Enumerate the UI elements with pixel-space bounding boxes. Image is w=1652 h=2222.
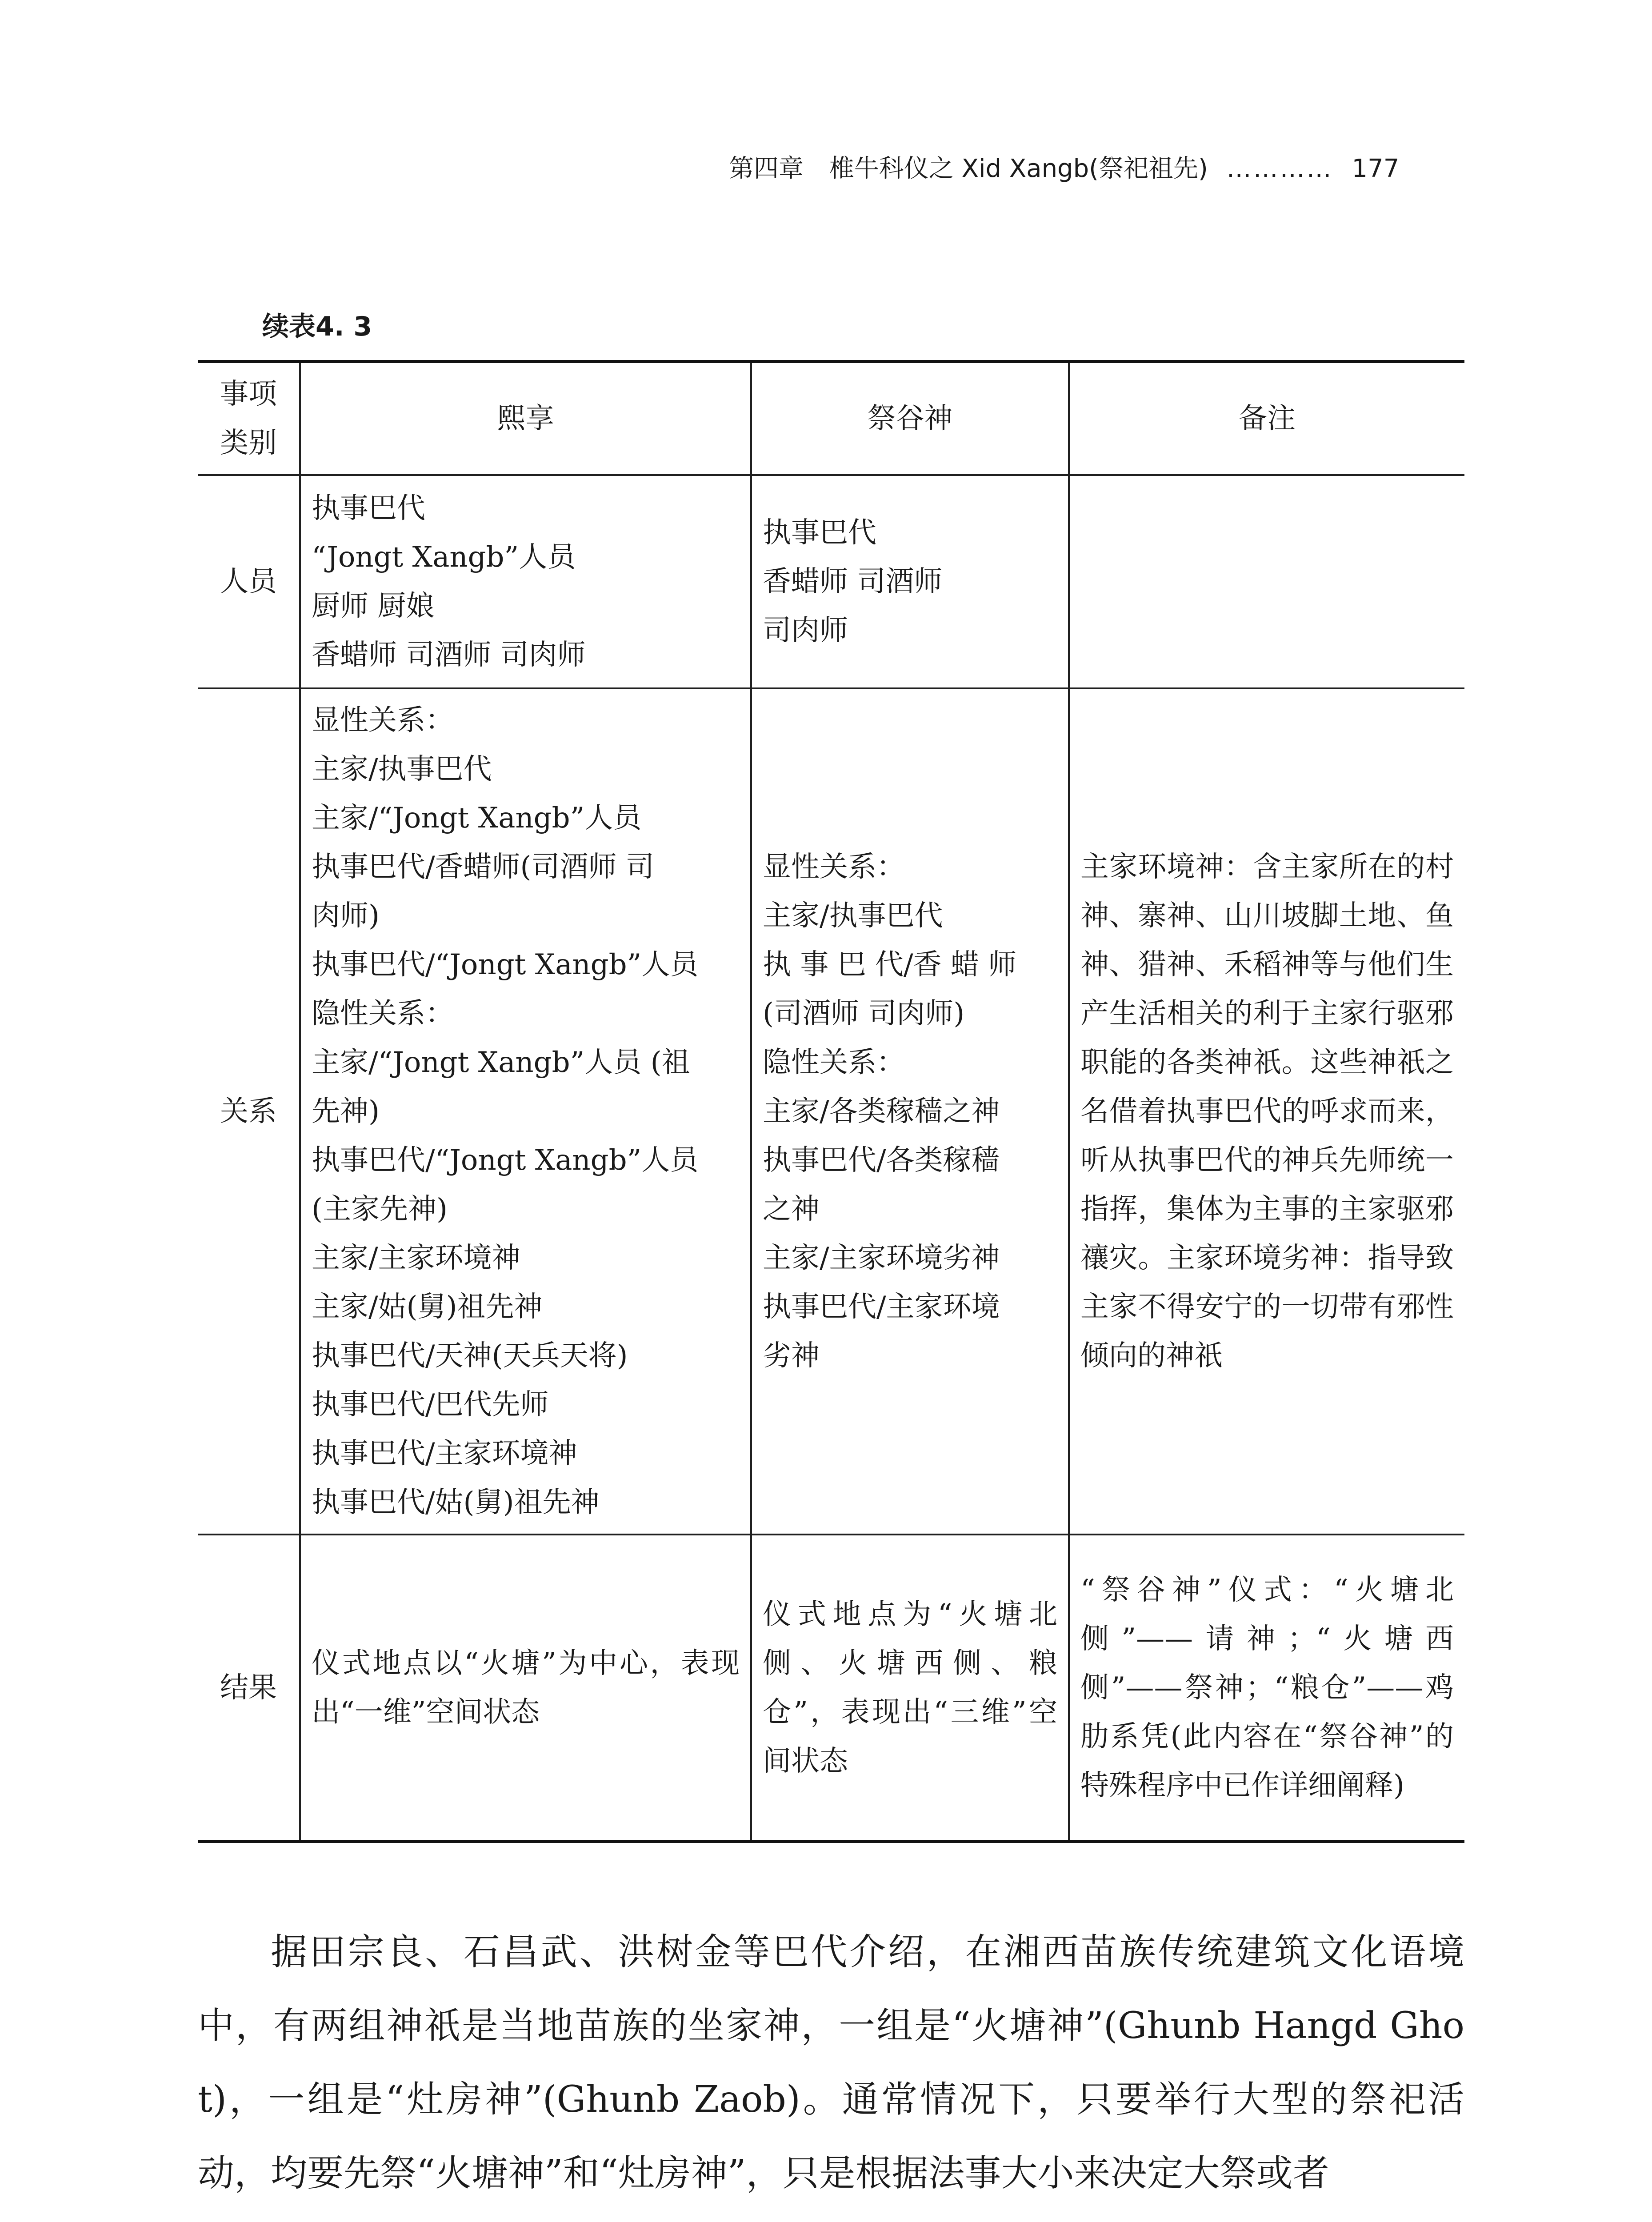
cell-line: 隐性关系： [312,997,454,1030]
cell-line: 香蜡师 司酒师 [763,565,943,598]
results-xixiang-cell: 仪式地点以“火塘”为中心，表现出“一维”空间状态 [300,1535,751,1842]
cell-line: 主家/主家环境劣神 [763,1242,1000,1275]
cell-line: 主家/“Jongt Xangb”人员 (祖 [312,1046,690,1079]
header-xixiang: 熙享 [300,362,751,476]
cell-line: 隐性关系： [763,1046,905,1079]
cell-line: 主家/执事巴代 [763,899,943,932]
cell-line: 执事巴代/“Jongt Xangb”人员 [312,1144,699,1177]
cell-line: (主家先神) [312,1193,448,1226]
cell-line: 执事巴代/巴代先师 [312,1388,549,1421]
row-label-relations: 关系 [198,688,300,1535]
cell-line: 主家/主家环境神 [312,1242,520,1275]
staff-remarks-cell [1069,475,1464,688]
header-category-line: 事项 [220,378,277,411]
header-remarks: 备注 [1069,362,1464,476]
cell-line: 先神) [312,1095,380,1128]
staff-grain-god-cell [751,475,1069,688]
cell-line: 显性关系： [763,851,905,883]
cell-line: 执事巴代/主家环境 [763,1291,1000,1323]
page-number: 177 [1352,154,1400,183]
cell-line: 司肉师 [763,614,848,647]
chapter-label: 第四章 [729,154,804,183]
cell-line: 执事巴代 [763,516,876,549]
results-grain-god-cell: 仪式地点为“火塘北侧、火塘西侧、粮仓”，表现出“三维”空间状态 [751,1535,1069,1842]
header-category [198,362,300,476]
cell-line: 主家/“Jongt Xangb”人员 [312,802,642,835]
cell-line: 主家/各类稼穑之神 [763,1095,1000,1128]
relations-grain-god-cell [751,688,1069,1535]
body-paragraph: 据田宗良、石昌武、洪树金等巴代介绍，在湘西苗族传统建筑文化语境中，有两组神祇是当地苗族的坐家神，一组是“火塘神”(Ghunb Hangd Ghot)，一组是“灶房神”(Ghunb Zaob)。通常情况下，只要举行大型的祭祀活动，均要先祭“火塘神”和“灶房神”，只是根据法事大小来决定大祭或者 [198,1931,1464,2194]
cell-line: 执 事 巴 代/香 蜡 师 [763,948,1017,981]
cell-line: 显性关系： [312,704,454,737]
cell-line: 执事巴代/香蜡师(司酒师 司 [312,851,654,883]
cell-line: 肉师) [312,899,380,932]
cell-line: 执事巴代/各类稼穑 [763,1144,1000,1177]
cell-line: (司酒师 司肉师) [763,997,965,1030]
cell-line: “Jongt Xangb”人员 [312,541,576,574]
cell-line: 劣神 [763,1339,820,1372]
table-header-row [198,362,1464,476]
cell-line: 执事巴代/姑(舅)祖先神 [312,1486,600,1519]
cell-line: 主家/姑(舅)祖先神 [312,1291,543,1323]
header-category-line: 类别 [220,427,277,460]
relations-xixiang-cell [300,688,751,1535]
chapter-title: 椎牛科仪之 Xid Xangb(祭祀祖先) [829,154,1208,183]
header-grain-god: 祭谷神 [751,362,1069,476]
row-label-staff: 人员 [198,475,300,688]
ritual-comparison-table [198,360,1464,1843]
cell-line: 香蜡师 司酒师 司肉师 [312,639,586,671]
leader-dots: ………… [1226,154,1333,183]
running-head [729,149,1476,189]
table-row-results [198,1535,1464,1842]
table-caption: 续表4. 3 [262,311,372,342]
cell-line: 执事巴代/“Jongt Xangb”人员 [312,948,699,981]
cell-line: 执事巴代 [312,492,425,525]
table-row-relations [198,688,1464,1535]
cell-line: 执事巴代/天神(天兵天将) [312,1339,628,1372]
cell-line: 厨师 厨娘 [312,590,435,623]
relations-remarks-cell: 主家环境神：含主家所在的村神、寨神、山川坡脚土地、鱼神、猎神、禾稻神等与他们生产生活相关的利于主家行驱邪职能的各类神祇。这些神祇之名借着执事巴代的呼求而来，听从执事巴代的神兵先师统一指挥，集体为主事的主家驱邪禳灾。主家环境劣神：指导致主家不得安宁的一切带有邪性倾向的神祇 [1069,688,1464,1535]
results-remarks-cell: “祭谷神”仪式：“火塘北侧”——请神；“火塘西侧”——祭神；“粮仓”——鸡肋系凭(此内容在“祭谷神”的特殊程序中已作详细阐释) [1069,1535,1464,1842]
cell-line: 之神 [763,1193,820,1226]
cell-line: 主家/执事巴代 [312,753,492,786]
row-label-results: 结果 [198,1535,300,1842]
cell-line: 执事巴代/主家环境神 [312,1437,577,1470]
staff-xixiang-cell [300,475,751,688]
table-row-staff [198,475,1464,688]
